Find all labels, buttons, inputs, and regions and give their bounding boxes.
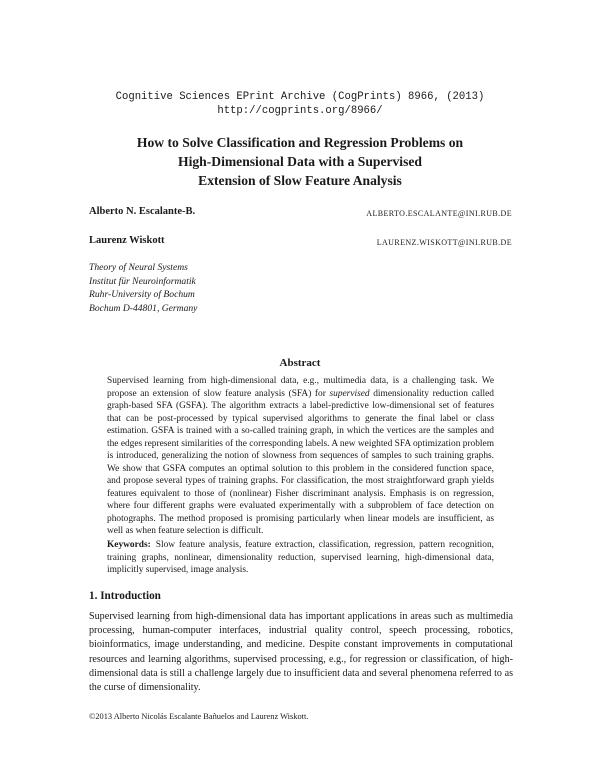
section-heading-introduction: 1. Introduction: [89, 590, 161, 602]
keywords-text: Slow feature analysis, feature extraction, classification, regression, pattern recognition, training graphs, nonlinear, dimensionality reduction, supervised learning, high-dimensional data, implicitly supervised, image analysis.: [107, 540, 494, 575]
introduction-paragraph: Supervised learning from high-dimensional data has important applications in areas such as multimedia processing, human-computer interfaces, industrial quality control, speech processing, robotics, bioinformatics, image understanding, and medicine. Despite constant improvements in computational resources and learning algorithms, supervised processing, e.g., for regression or classification, of high-dimensional data is still a challenge largely due to insufficient data and several phenomena referred to as the curse of dimensionality.: [89, 611, 513, 694]
abstract-body: [107, 375, 494, 538]
archive-line: Cognitive Sciences EPrint Archive (CogPrints) 8966, (2013): [115, 91, 485, 103]
paper-title: [60, 133, 540, 190]
keywords-block: [107, 539, 494, 577]
affiliation-line: Ruhr-University of Bochum: [89, 289, 195, 301]
abstract-emphasis: supervised: [329, 388, 370, 399]
keywords-label: Keywords:: [107, 540, 151, 550]
affiliation-line: Theory of Neural Systems: [89, 262, 188, 273]
affiliation-block: [89, 261, 197, 316]
abstract-text-1: Supervised learning from high-dimensional data, e.g., multimedia data, is a challenging task. We propose an extension of slow feature analysis (SFA) for: [107, 376, 494, 399]
abstract-text-2: dimensionality reduction called graph-based SFA (GSFA). The algorithm extracts a label-predictive low-dimensional set of features that can be post-processed by typical supervised algorithms to generate the final label or class estimation. GSFA is trained with a so-called training graph, in which the vertices are the samples and the edges represent similarities of the corresponding labels. A new weighted SFA optimization problem is introduced, generalizing the notion of slowness from sequences of samples to such training graphs. We show that GSFA computes an optimal solution to this problem in the considered function space, and propose several types of training graphs. For classification, the most straightforward graph yields features equivalent to those of (nonlinear) Fisher discriminant analysis. Emphasis is on regression, where four different graphs were evaluated experimentally with a subproblem of face detection on photographs. The method proposed is promising particularly when linear models are insufficient, as well as when feature selection is difficult.: [107, 388, 494, 536]
abstract-heading: Abstract: [279, 357, 321, 369]
author-email-2[interactable]: LAURENZ.WISKOTT@INI.RUB.DE: [376, 238, 512, 247]
archive-header: [0, 90, 600, 118]
title-line-3: Extension of Slow Feature Analysis: [198, 173, 402, 188]
author-email-1[interactable]: ALBERTO.ESCALANTE@INI.RUB.DE: [366, 209, 512, 218]
affiliation-line: Institut für Neuroinformatik: [89, 275, 196, 287]
author-name-2: Laurenz Wiskott: [89, 235, 165, 246]
title-line-2: High-Dimensional Data with a Supervised: [178, 154, 422, 169]
affiliation-line: Bochum D-44801, Germany: [89, 303, 198, 315]
author-name-1: Alberto N. Escalante-B.: [89, 206, 196, 217]
archive-url[interactable]: http://cogprints.org/8966/: [217, 105, 383, 117]
copyright-footer: ©2013 Alberto Nicolás Escalante Bañuelos and Laurenz Wiskott.: [89, 712, 309, 721]
title-line-1: How to Solve Classification and Regression Problems on: [136, 135, 464, 150]
